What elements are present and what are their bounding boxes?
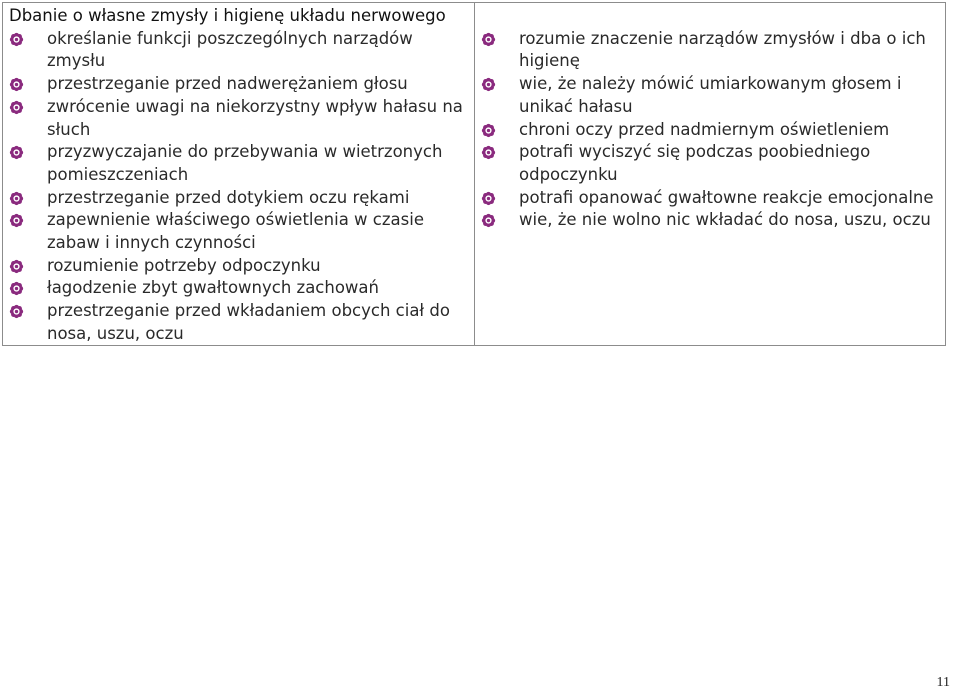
list-item-text: przestrzeganie przed dotykiem oczu rękami (47, 187, 410, 207)
list-item-text: potrafi wyciszyć się podczas poobiedniego odpoczynku (519, 142, 871, 184)
list-item (9, 73, 464, 96)
list-item-text: chroni oczy przed nadmiernym oświetleniem (519, 119, 890, 139)
list-item (481, 187, 943, 210)
left-cell (3, 3, 475, 345)
section-heading: Dbanie o własne zmysły i higienę układu nerwowego (9, 6, 446, 25)
list-item (9, 28, 464, 73)
list-item-text: zwrócenie uwagi na niekorzystny wpływ hałasu na słuch (47, 96, 463, 139)
list-item-text: rozumienie potrzeby odpoczynku (47, 255, 321, 275)
list-item (9, 277, 464, 300)
list-item (481, 73, 943, 118)
page-number: 11 (936, 675, 950, 690)
list-item-text: przyzwyczajanie do przebywania w wietrzonych pomieszczeniach (47, 142, 443, 184)
activity-list (9, 28, 464, 346)
list-item (481, 209, 943, 232)
list-item (9, 141, 464, 186)
list-item (481, 119, 943, 142)
list-item-text: przestrzeganie przed nadwerężaniem głosu (47, 74, 408, 94)
list-item-text: określanie funkcji poszczególnych narządów zmysłu (47, 28, 413, 71)
list-item-text: wie, że należy mówić umiarkowanym głosem i unikać hałasu (519, 74, 902, 116)
list-item-text: wie, że nie wolno nic wkładać do nosa, uszu, oczu (519, 210, 931, 230)
list-item-text: łagodzenie zbyt gwałtownych zachowań (47, 278, 379, 298)
list-item (9, 187, 464, 210)
list-item-text: przestrzeganie przed wkładaniem obcych ciał do nosa, uszu, oczu (47, 301, 450, 343)
list-item (9, 209, 464, 254)
outcome-list (481, 28, 943, 232)
list-item-text: potrafi opanować gwałtowne reakcje emocjonalne (519, 187, 934, 207)
list-item-text: zapewnienie właściwego oświetlenia w czasie zabaw i innych czynności (47, 210, 424, 253)
list-item (9, 300, 464, 345)
list-item-text: rozumie znaczenie narządów zmysłów i dba o ich higienę (519, 28, 926, 71)
list-item (481, 141, 943, 186)
right-cell (475, 3, 945, 345)
list-item (9, 255, 464, 278)
content-table (2, 2, 946, 346)
list-item (9, 96, 464, 141)
list-item (481, 28, 943, 73)
